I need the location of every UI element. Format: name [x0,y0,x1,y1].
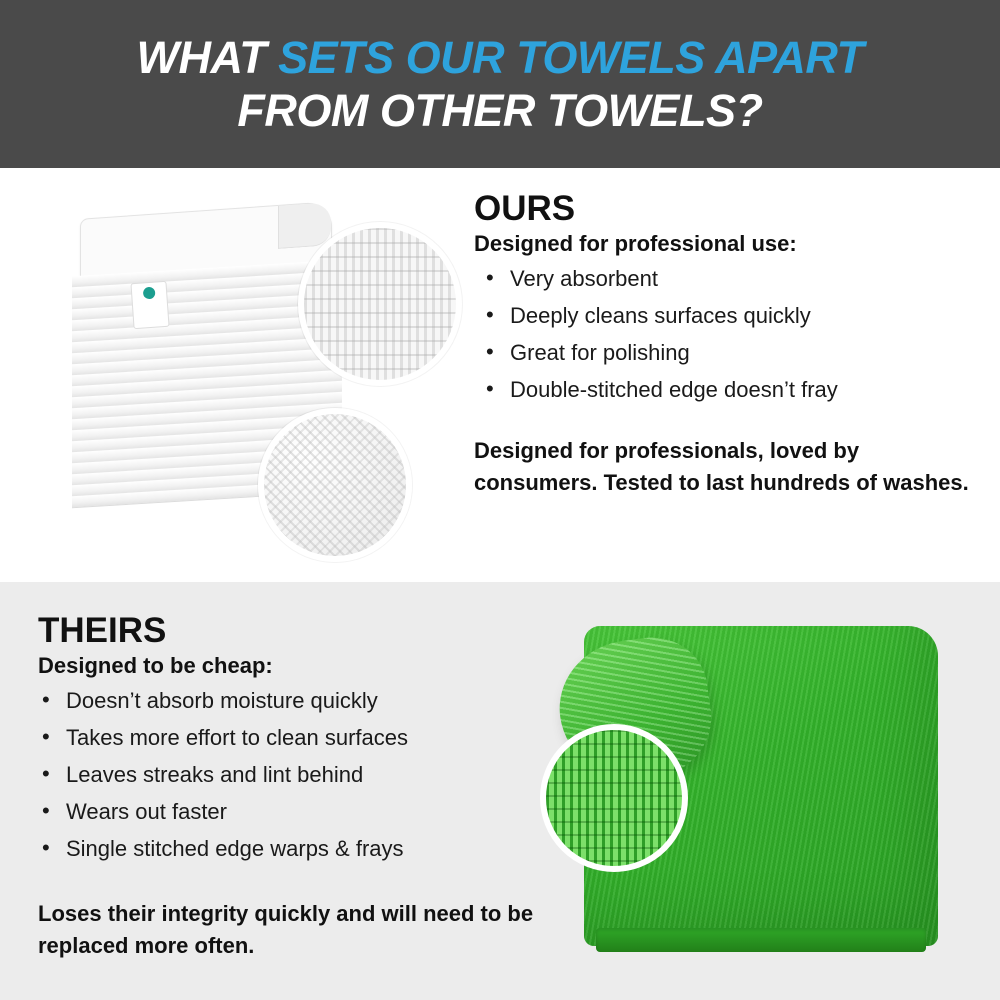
theirs-title: THEIRS [38,611,167,650]
ridge-texture [304,228,456,380]
green-towel-hem [596,928,926,952]
list-item: • Double-stitched edge doesn’t fray [474,372,982,409]
list-item: • Wears out faster [38,794,558,831]
green-ridge-texture [546,730,682,866]
white-towel-edge-closeup [298,222,462,386]
list-item: • Leaves streaks and lint behind [38,757,558,794]
header-banner [0,0,1000,168]
header-line-2: FROM OTHER TOWELS? [237,85,763,136]
header-line-1-accent: SETS OUR TOWELS APART [278,31,864,83]
header-line-1 [136,31,864,83]
ours-title: OURS [474,189,576,228]
theirs-subtitle: Designed to be cheap: [38,652,273,678]
list-item: • Doesn’t absorb moisture quickly [38,683,558,720]
ours-subtitle: Designed for professional use: [474,230,797,256]
list-item: • Takes more effort to clean surfaces [38,720,558,757]
weave-texture [264,414,406,556]
ours-text-block [474,190,982,498]
theirs-closing-statement: Loses their integrity quickly and will need to be replaced more often. [38,900,534,958]
green-towel-edge-closeup [540,724,688,872]
list-item: • Great for polishing [474,335,982,372]
theirs-bullet-list [38,683,558,868]
list-item: • Deeply cleans surfaces quickly [474,298,982,335]
header-line-1-plain: WHAT [136,31,279,83]
logo-dot-icon [143,287,156,300]
green-towel-image [540,612,980,982]
white-towel-weave-closeup [258,408,412,562]
list-item: • Single stitched edge warps & frays [38,831,558,868]
ours-closing-statement: Designed for professionals, loved by consumers. Tested to last hundreds of washes. [474,437,969,495]
theirs-text-block [38,612,558,961]
ours-bullet-list [474,261,982,409]
brand-tag-logo-icon [130,281,169,329]
list-item: • Very absorbent [474,261,982,298]
